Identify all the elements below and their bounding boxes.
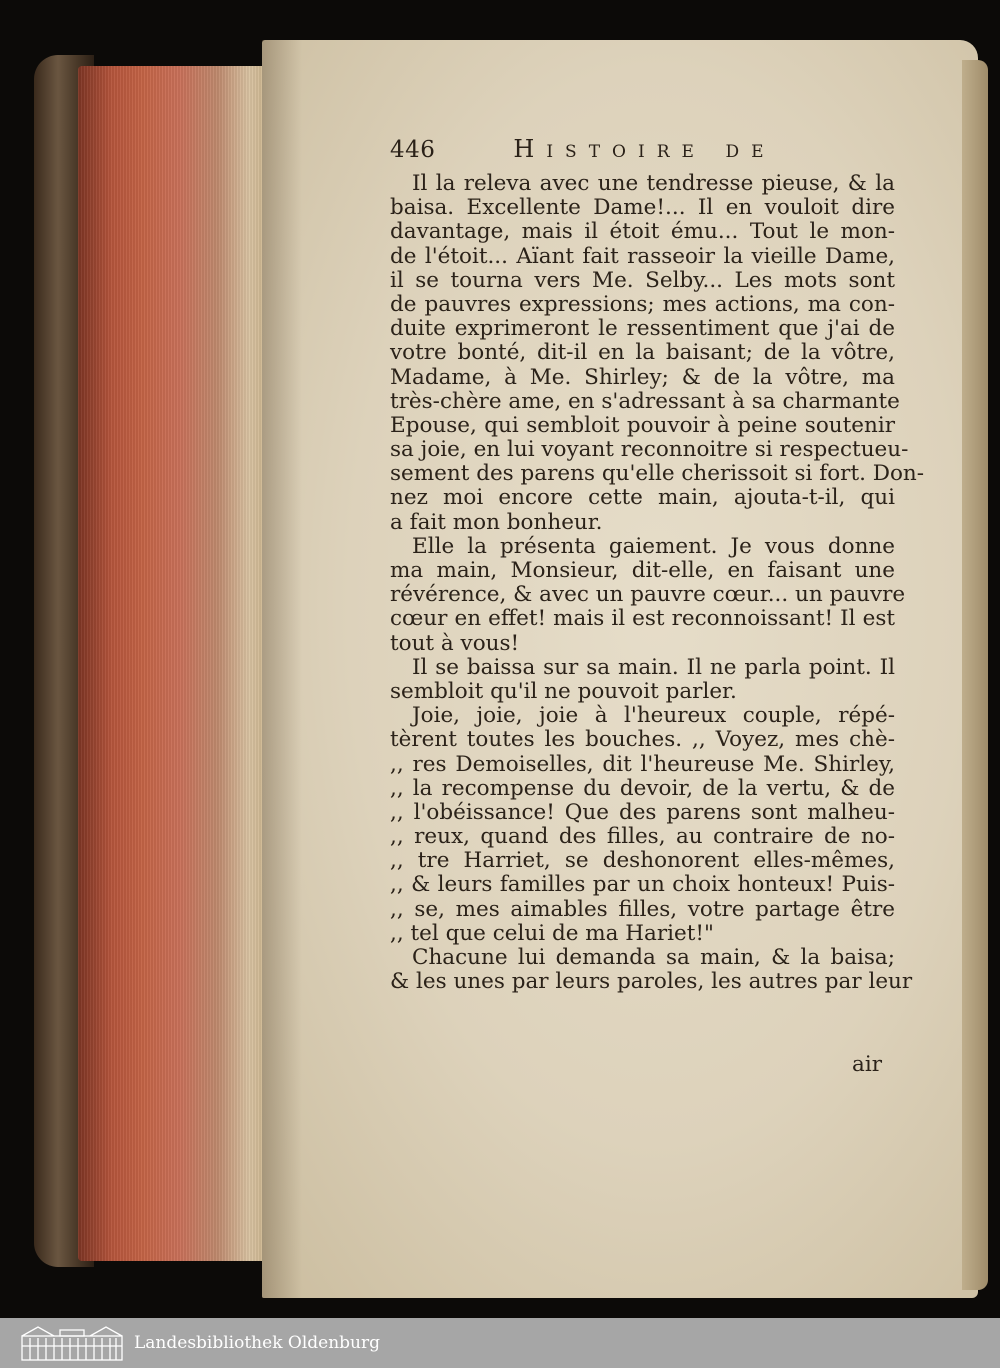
- text-line: Il la releva avec une tendresse pieuse, & la: [412, 171, 895, 196]
- running-head: Histoire de: [513, 135, 776, 163]
- page-number: 446: [390, 137, 436, 163]
- text-line: sa joie, en lui voyant reconnoitre si respectueu-: [390, 437, 909, 463]
- text-line: Elle la présenta gaiement. Je vous donne: [412, 533, 895, 559]
- text-line: baisa. Excellente Dame!... Il en vouloit dire: [390, 195, 895, 221]
- text-line: tèrent toutes les bouches. ,, Voyez, mes chè-: [390, 727, 895, 753]
- text-line: ,, tel que celui de ma Hariet!": [390, 920, 714, 946]
- text-line: Chacune lui demanda sa main, & la baisa;: [412, 945, 895, 970]
- text-line: Joie, joie, joie à l'heureux couple, répé-: [412, 703, 895, 729]
- text-line: sembloit qu'il ne pouvoit parler.: [390, 678, 737, 704]
- library-building-logo-icon: [20, 1324, 124, 1362]
- text-line: ,, se, mes aimables filles, votre partage être: [390, 896, 895, 922]
- text-line: Epouse, qui sembloit pouvoir à peine soutenir: [390, 412, 895, 438]
- library-name: Landesbibliothek Oldenburg: [134, 1333, 381, 1353]
- text-line: tout à vous!: [390, 630, 520, 656]
- text-line: ,, reux, quand des filles, au contraire de no-: [390, 824, 895, 850]
- right-page-edge: [962, 60, 988, 1290]
- text-line: cœur en effet! mais il est reconnoissant! Il est: [390, 606, 895, 632]
- text-line: sement des parens qu'elle cherissoit si fort. Don-: [390, 461, 925, 487]
- text-line: de pauvres expressions; mes actions, ma con-: [390, 291, 895, 317]
- text-line: davantage, mais il étoit ému... Tout le mon-: [390, 219, 895, 245]
- text-line: révérence, & avec un pauvre cœur... un pauvre: [390, 582, 906, 608]
- page-header: [390, 135, 895, 169]
- text-line: il se tourna vers Me. Selby... Les mots sont: [390, 267, 895, 293]
- text-line: ,, tre Harriet, se deshonorent elles-mêmes,: [390, 848, 895, 874]
- gutter-shadow: [262, 40, 302, 1298]
- text-line: nez moi encore cette main, ajouta-t-il, qui: [390, 485, 895, 511]
- text-line: ,, la recompense du devoir, de la vertu, & de: [390, 775, 895, 801]
- text-line: ,, l'obéissance! Que des parens sont malheu-: [390, 799, 895, 825]
- text-line: ma main, Monsieur, dit-elle, en faisant une: [390, 558, 895, 583]
- text-line: a fait mon bonheur.: [390, 509, 603, 535]
- footer-bar: [0, 1318, 1000, 1368]
- page-edges-red: [78, 66, 264, 1261]
- catchword: air: [852, 1052, 882, 1077]
- text-line: ,, res Demoiselles, dit l'heureuse Me. Shirley,: [390, 751, 895, 777]
- text-line: Il se baissa sur sa main. Il ne parla point. Il: [412, 654, 895, 680]
- text-line: votre bonté, dit-il en la baisant; de la vôtre,: [390, 340, 895, 366]
- text-line: & les unes par leurs paroles, les autres par leur: [390, 969, 913, 995]
- text-line: de l'étoit... Aïant fait rasseoir la vieille Dame,: [390, 243, 895, 269]
- page-text-body: [390, 171, 925, 995]
- text-line: très-chère ame, en s'adressant à sa charmante: [390, 388, 900, 414]
- text-line: duite exprimeront le ressentiment que j'ai de: [390, 316, 895, 342]
- text-line: ,, & leurs familles par un choix honteux! Puis-: [390, 872, 895, 898]
- text-line: Madame, à Me. Shirley; & de la vôtre, ma: [390, 364, 895, 390]
